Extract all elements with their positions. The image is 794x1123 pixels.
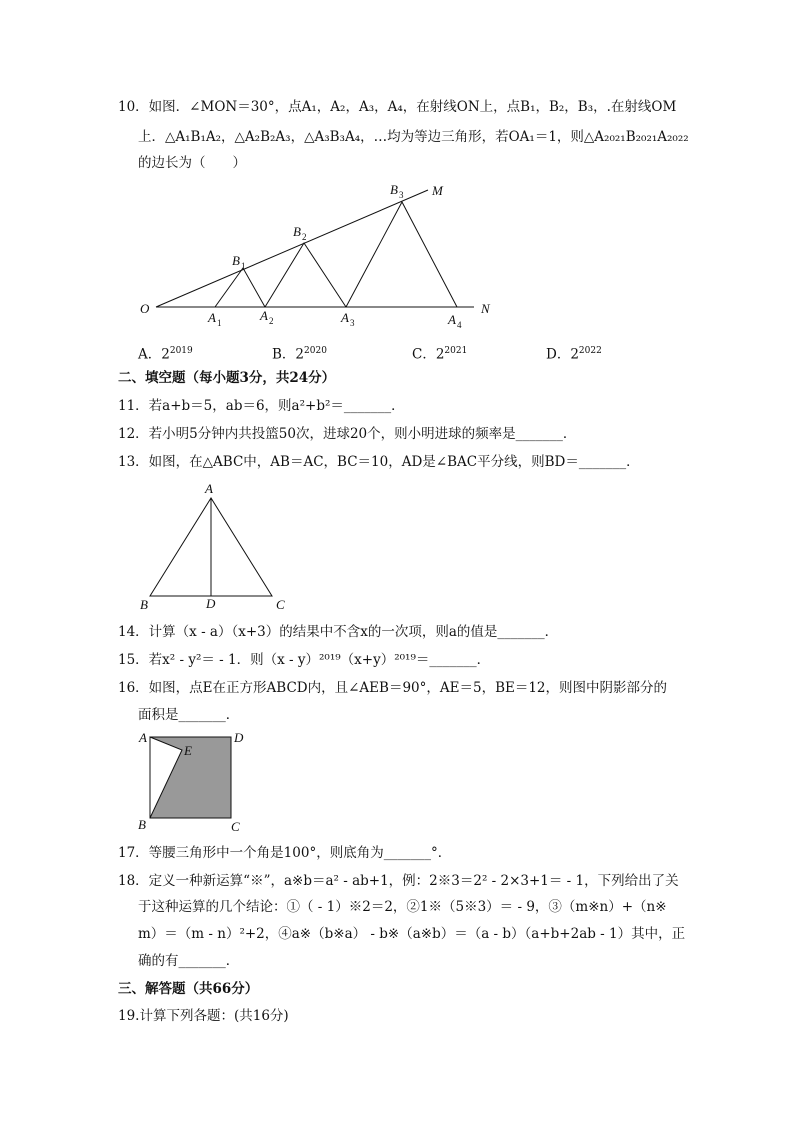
label-a2: A <box>260 308 268 323</box>
q10-line3: 的边长为（ ） <box>138 155 246 171</box>
section-3-heading: 三、解答题（共66分） <box>118 981 259 997</box>
label-b: B <box>140 597 148 612</box>
q15: 15．若x² - y²＝ - 1．则（x - y）²⁰¹⁹（x+y）²⁰¹⁹＝_______． <box>118 652 491 668</box>
option-b[interactable]: B．$2^{2020}$ <box>272 346 327 363</box>
label-c: C <box>276 597 285 612</box>
q16-line2: 面积是_______． <box>138 707 240 723</box>
label-a3: A <box>341 310 349 325</box>
label-a1: A <box>208 310 216 325</box>
option-a[interactable]: A．$2^{2019}$ <box>138 346 193 363</box>
section-2-heading: 二、填空题（每小题3分，共24分） <box>118 370 336 386</box>
label-a1-sub: 1 <box>217 318 222 328</box>
q10-figure <box>0 175 794 335</box>
q11: 11．若a+b＝5，ab＝6，则a²+b²＝_______． <box>118 398 405 414</box>
label-a3-sub: 3 <box>350 318 355 328</box>
label-a2-sub: 2 <box>269 316 274 326</box>
q13-figure <box>0 475 794 615</box>
q18-line3: m）＝（m - n）²+2，④a※（b※a） - b※（a※b）＝（a - b）（a+b+2ab - 1）其中，正 <box>138 926 686 942</box>
q17: 17．等腰三角形中一个角是100°，则底角为_______°． <box>118 845 452 861</box>
label-o: O <box>140 301 150 316</box>
q13: 13．如图，在△ABC中，AB＝AC，BC＝10，AD是∠BAC平分线，则BD＝_______． <box>118 454 640 470</box>
q18-line2: 于这种运算的几个结论：①（ - 1）※2＝2，②1※（5※3）＝ - 9，③（m※n）+（n※ <box>138 899 667 915</box>
label-e: E <box>184 743 192 758</box>
label-b: B <box>138 817 146 832</box>
label-a: A <box>139 730 147 745</box>
label-a4: A <box>448 312 456 327</box>
label-b2-sub: 2 <box>302 232 307 242</box>
label-a4-sub: 4 <box>457 320 462 330</box>
q10-line2: 上．△A₁B₁A₂，△A₂B₂A₃，△A₃B₃A₄，…均为等边三角形，若OA₁＝1，则△A₂₀₂₁B₂₀₂₁A₂₀₂₂ <box>138 129 689 145</box>
triangle-a1b1a2 <box>215 268 265 307</box>
triangle-a2b2a3 <box>265 243 346 307</box>
label-b3: B <box>390 182 398 197</box>
label-b2: B <box>293 224 301 239</box>
q14: 14．计算（x - a）（x+3）的结果中不含x的一次项，则a的值是_______． <box>118 624 559 640</box>
label-b3-sub: 3 <box>399 190 404 200</box>
label-c: C <box>231 819 240 834</box>
q16-line1: 16．如图，点E在正方形ABCD内，且∠AEB＝90°，AE＝5，BE＝12，则图中阴影部分的 <box>118 680 668 696</box>
label-b1: B <box>232 253 240 268</box>
q18-line4: 确的有_______． <box>138 953 240 969</box>
q19: 19.计算下列各题：(共16分) <box>118 1008 289 1024</box>
q16-figure <box>0 728 794 838</box>
option-d[interactable]: D．$2^{2022}$ <box>546 346 602 363</box>
label-d: D <box>234 730 244 745</box>
label-n: N <box>481 301 490 316</box>
option-c[interactable]: C．$2^{2021}$ <box>412 346 468 363</box>
q10-line1: 10．如图．∠MON＝30°，点A₁，A₂，A₃，A₄，在射线ON上，点B₁，B₂，B₃，.在射线OM <box>118 99 677 115</box>
q12: 12．若小明5分钟内共投篮50次，进球20个，则小明进球的频率是_______． <box>118 426 577 442</box>
label-a: A <box>205 481 213 496</box>
ray-om <box>156 190 428 307</box>
label-d: D <box>206 596 216 611</box>
label-m: M <box>432 183 443 198</box>
label-b1-sub: 1 <box>241 261 246 271</box>
q18-line1: 18．定义一种新运算“※”，a※b＝a² - ab+1，例：2※3＝2² - 2×3+1＝ - 1，下列给出了关 <box>118 873 679 889</box>
